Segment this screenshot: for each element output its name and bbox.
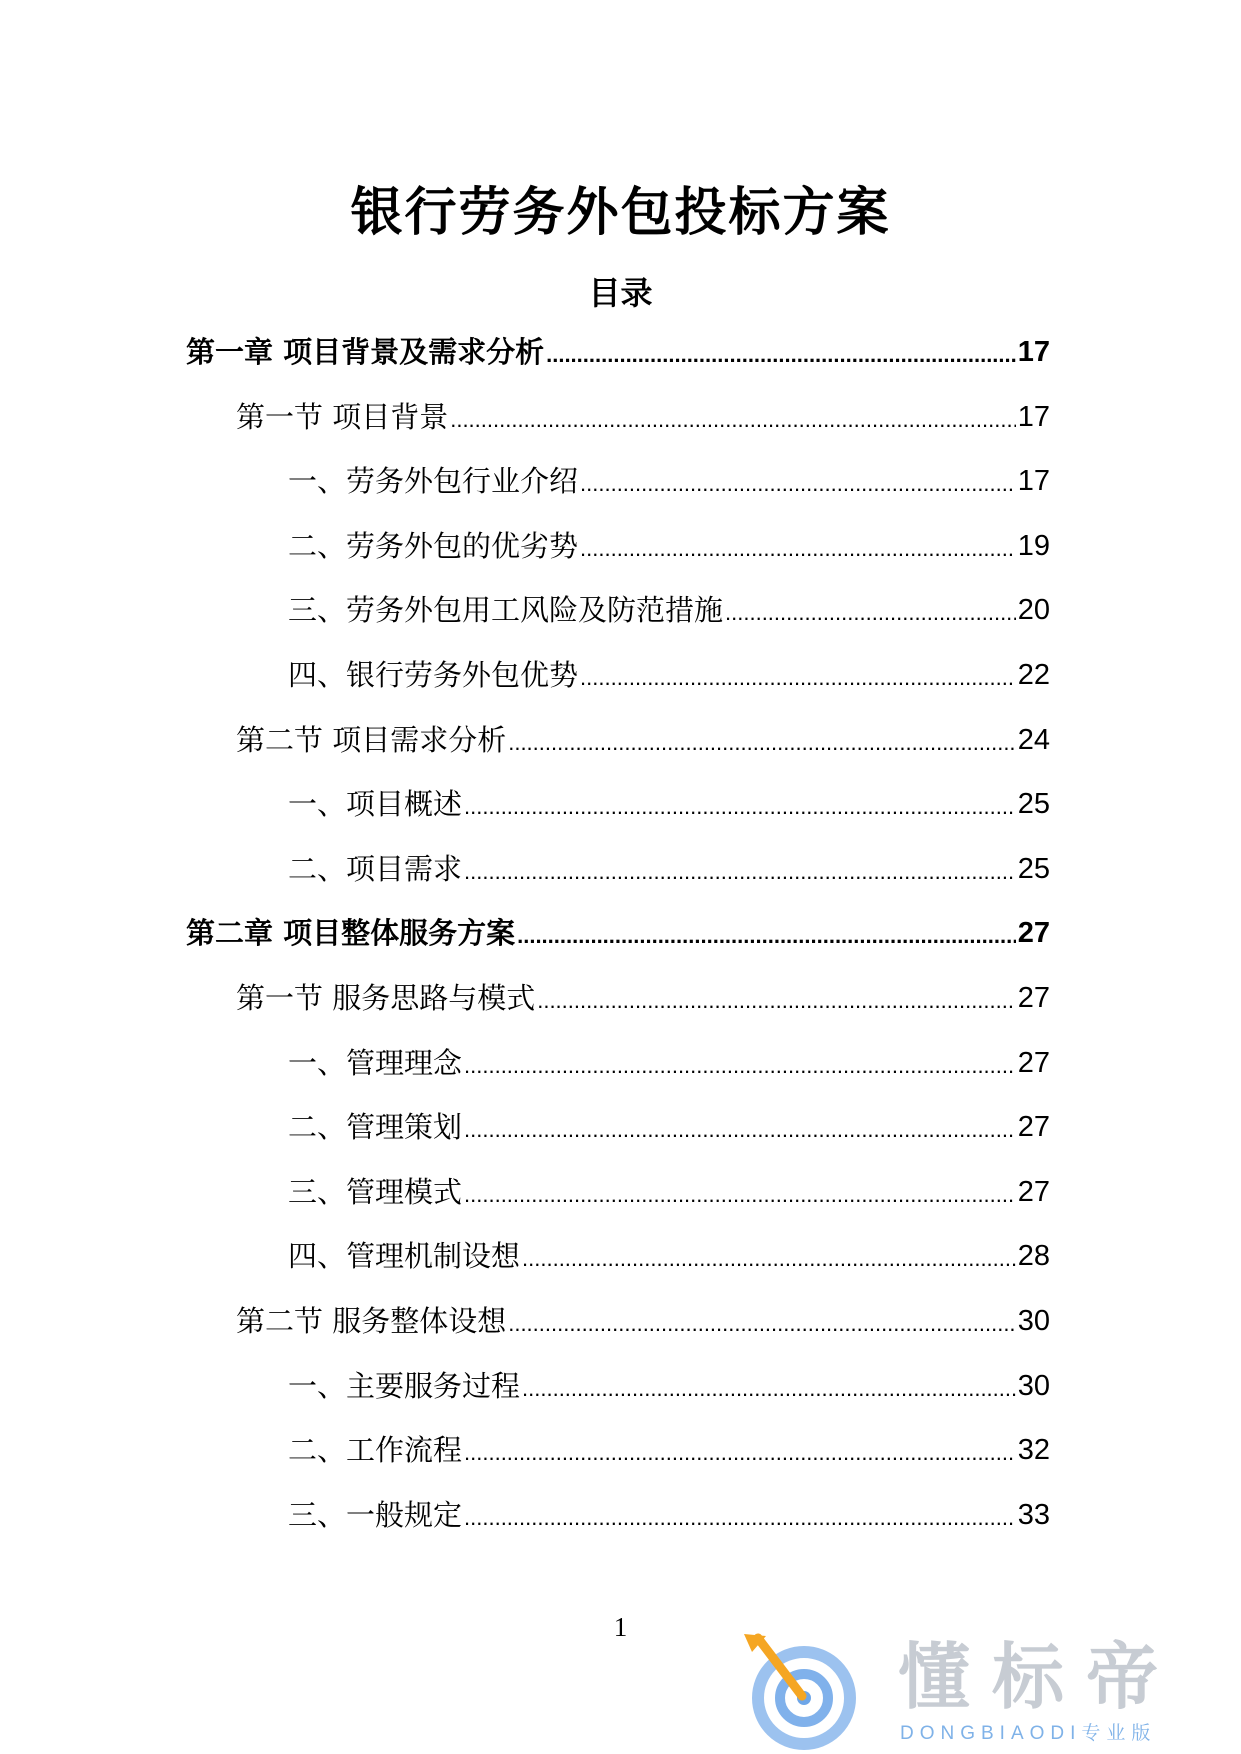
toc-entry-page: 27: [1017, 1111, 1050, 1144]
toc-entry-page: 27: [1017, 1046, 1050, 1079]
toc-entry-label: 一、项目概述: [288, 787, 463, 822]
toc-entry-page: 27: [1017, 1175, 1050, 1208]
toc-entry-page: 30: [1017, 1369, 1050, 1402]
toc-entry[interactable]: [288, 1105, 1050, 1145]
document-title: 银行劳务外包投标方案: [350, 183, 891, 243]
toc-entry-label: 第二节 项目需求分析: [236, 722, 507, 757]
toc-dot-leader: [464, 792, 1016, 822]
target-arrow-icon: [740, 1632, 890, 1754]
toc-dot-leader: [546, 340, 1016, 370]
watermark: [740, 1632, 1210, 1754]
watermark-subtitle: DONGBIAODI专业版: [900, 1723, 1157, 1744]
toc-entry[interactable]: [236, 395, 1050, 435]
toc-entry-label: 二、项目需求: [288, 851, 463, 886]
toc-dot-leader: [537, 986, 1016, 1016]
toc-heading: 目录: [588, 274, 653, 312]
toc-entry[interactable]: [288, 653, 1050, 693]
toc-dot-leader: [464, 1115, 1016, 1145]
toc-dot-leader: [464, 1503, 1016, 1533]
toc-entry-page: 30: [1017, 1305, 1050, 1337]
toc-entry-label: 四、管理机制设想: [288, 1239, 521, 1274]
toc-entry-page: 20: [1017, 594, 1050, 627]
toc-entry-label: 一、主要服务过程: [288, 1368, 521, 1403]
toc-entry-page: 22: [1017, 659, 1050, 691]
toc-entry[interactable]: [288, 1364, 1050, 1404]
toc-entry-label: 第一节 项目背景: [236, 399, 449, 434]
toc-entry[interactable]: [236, 718, 1050, 758]
toc-entry-label: 二、管理策划: [288, 1110, 463, 1145]
toc-entry-label: 第一节 服务思路与模式: [236, 981, 536, 1015]
toc-entry-page: 17: [1017, 465, 1050, 498]
toc-entry-label: 一、劳务外包行业介绍: [288, 464, 579, 499]
toc-entry-label: 第一章 项目背景及需求分析: [186, 335, 545, 369]
toc-entry-page: 28: [1017, 1240, 1050, 1273]
toc-dot-leader: [580, 534, 1016, 564]
toc-entry-page: 17: [1017, 400, 1050, 433]
toc-entry[interactable]: [236, 1299, 1050, 1339]
toc-entry[interactable]: [288, 847, 1050, 887]
toc-entry-label: 三、管理模式: [288, 1174, 463, 1209]
toc-entry[interactable]: [288, 588, 1050, 628]
watermark-brand: 懂标帝: [898, 1635, 1181, 1719]
toc-entry[interactable]: [186, 911, 1050, 951]
toc-dot-leader: [464, 857, 1016, 887]
toc-entry-label: 二、工作流程: [288, 1433, 463, 1468]
toc-dot-leader: [522, 1374, 1016, 1404]
toc-entry-label: 第二章 项目整体服务方案: [186, 916, 516, 951]
toc-entry-page: 32: [1017, 1434, 1050, 1467]
toc-entry-page: 25: [1017, 852, 1050, 885]
toc-entry-page: 33: [1017, 1498, 1050, 1531]
toc-dot-leader: [450, 405, 1016, 435]
toc-dot-leader: [522, 1244, 1016, 1274]
toc-entry[interactable]: [288, 782, 1050, 822]
toc-dot-leader: [464, 1180, 1016, 1210]
toc-entry[interactable]: [288, 1234, 1050, 1274]
toc-entry[interactable]: [288, 1428, 1050, 1468]
toc-entry[interactable]: [186, 330, 1050, 370]
toc-entry-page: 24: [1017, 723, 1050, 756]
toc-dot-leader: [580, 469, 1016, 499]
toc-entry-label: 二、劳务外包的优劣势: [288, 528, 579, 563]
toc-entry[interactable]: [288, 459, 1050, 499]
toc-entry-page: 27: [1017, 982, 1050, 1014]
toc-entry-label: 一、管理理念: [288, 1045, 463, 1080]
toc-dot-leader: [580, 663, 1016, 693]
toc-dot-leader: [517, 921, 1016, 951]
toc-entry-label: 第二节 服务整体设想: [236, 1304, 507, 1338]
toc-entry-label: 四、银行劳务外包优势: [288, 658, 579, 692]
toc-dot-leader: [464, 1051, 1016, 1081]
toc-entry-label: 三、劳务外包用工风险及防范措施: [288, 593, 724, 628]
toc-entry-page: 19: [1017, 529, 1050, 562]
toc-entry[interactable]: [288, 1170, 1050, 1210]
toc-dot-leader: [508, 1309, 1016, 1339]
toc-dot-leader: [464, 1438, 1016, 1468]
toc-dot-leader: [508, 728, 1016, 758]
toc-dot-leader: [725, 598, 1016, 628]
toc-entry-page: 25: [1017, 788, 1050, 821]
page-number: 1: [613, 1612, 628, 1642]
toc-entry[interactable]: [288, 524, 1050, 564]
toc-entry[interactable]: [288, 1493, 1050, 1533]
toc-entry-page: 17: [1017, 336, 1050, 368]
toc-entry[interactable]: [236, 976, 1050, 1016]
toc-entry-label: 三、一般规定: [288, 1497, 463, 1532]
toc-entry-page: 27: [1017, 917, 1050, 950]
toc-entry[interactable]: [288, 1041, 1050, 1081]
